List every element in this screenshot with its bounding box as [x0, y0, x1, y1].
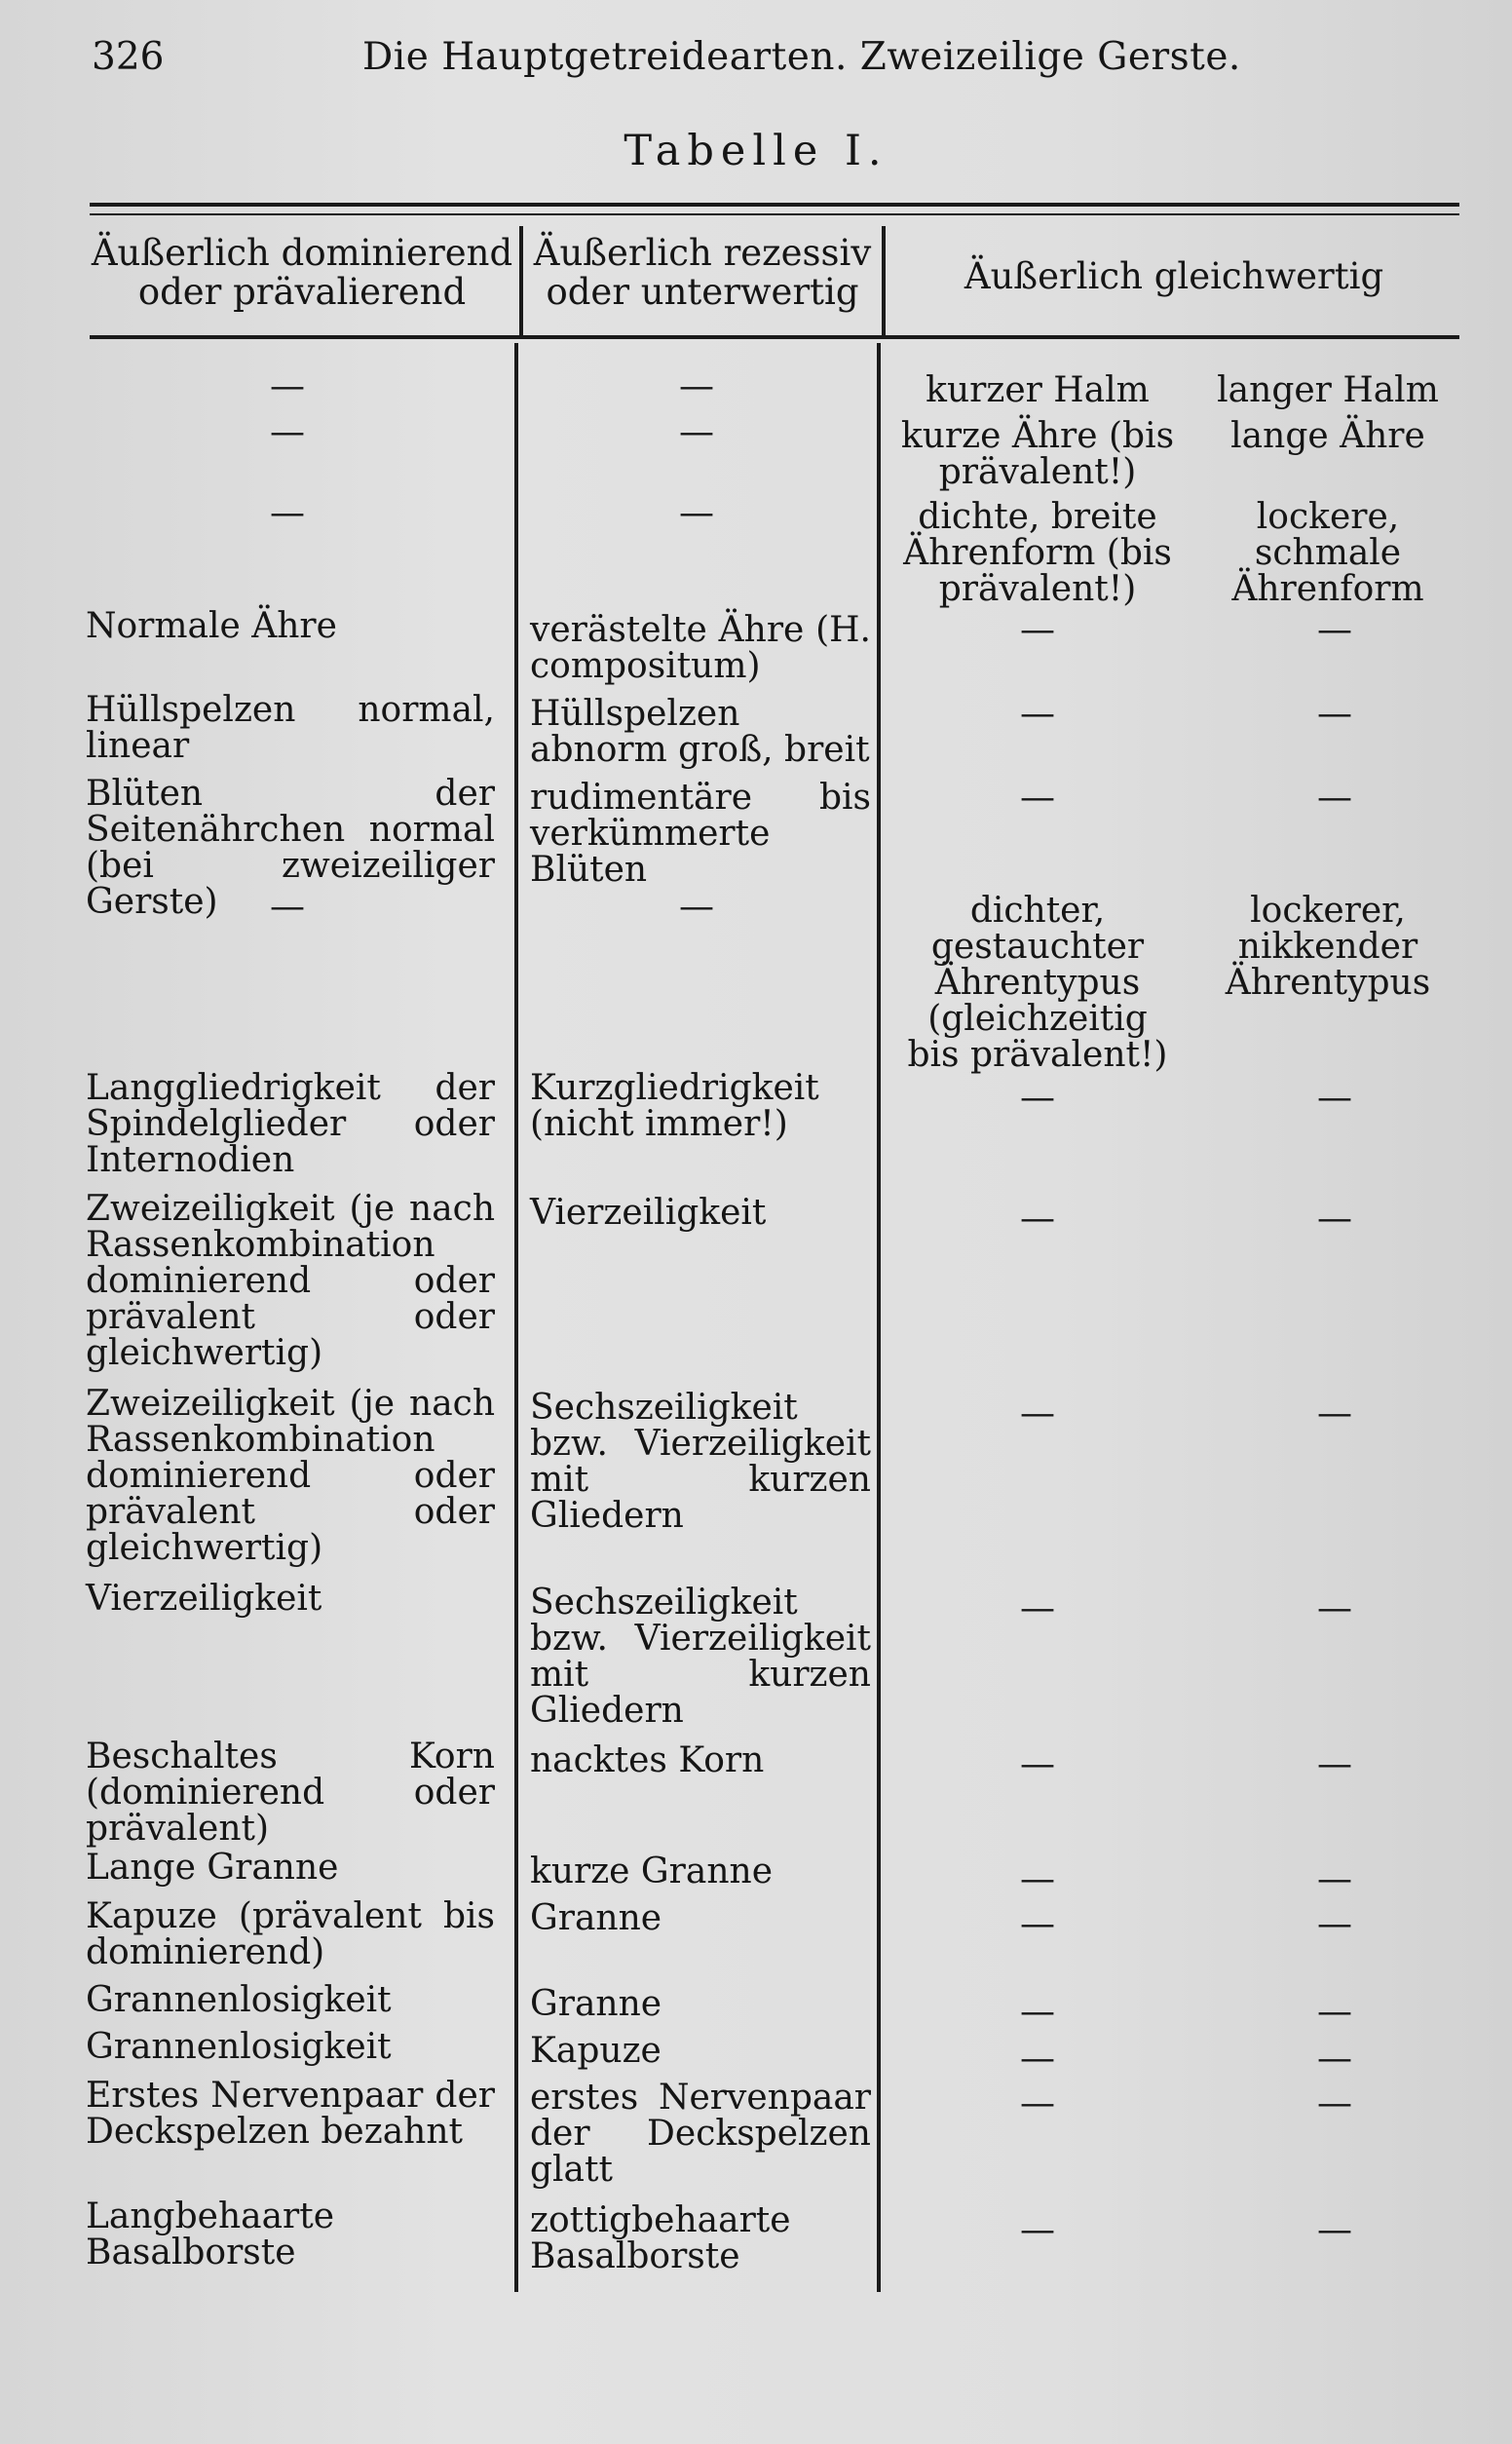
running-title: Die Hauptgetreidearten. Zweizeilige Gerste.: [362, 35, 1241, 79]
table-cell: Hüllspelzen abnorm groß, breit: [530, 694, 870, 770]
table-cell: —: [1317, 1588, 1352, 1628]
table-cell: nacktes Korn: [530, 1740, 765, 1780]
column-header-equal: Äußerlich gleichwertig: [964, 255, 1384, 297]
table-cell: Granne: [530, 1898, 662, 1938]
table-cell: —: [679, 412, 714, 452]
header-divider-1: [519, 226, 523, 335]
table-cell: Grannenlosigkeit: [86, 2027, 392, 2067]
table-cell: —: [1317, 694, 1352, 734]
table-cell: —: [1317, 778, 1352, 818]
table-cell: —: [679, 493, 714, 533]
column-header-recessive: Äußerlich rezessiv oder unterwertig: [533, 232, 872, 313]
table-cell: Sechszeiligkeit bzw. Vierzeiligkeit mit kurzen Gliedern: [530, 1388, 871, 1536]
table-cell: Hüllspelzen normal, linear: [86, 690, 495, 766]
table-cell: kurze Ähre (bis prävalent!): [900, 416, 1175, 492]
table-cell: —: [1317, 2083, 1352, 2123]
table-cell: —: [1020, 778, 1055, 818]
table-cell: rudimentäre bis verkümmerte Blüten: [530, 778, 871, 890]
table-cell: lockere, schmale Ährenform: [1231, 497, 1424, 609]
top-rule: [90, 203, 1459, 207]
table-cell: —: [1020, 1744, 1055, 1784]
table-cell: —: [1020, 1992, 1055, 2032]
table-title: Tabelle I.: [624, 127, 888, 175]
table-cell: Normale Ähre: [86, 606, 337, 646]
body-divider-1: [514, 343, 518, 2292]
table-cell: dichter, gestauchter Ährentypus (gleichzeitig bis prävalent!): [907, 891, 1168, 1075]
table-cell: —: [1317, 2210, 1352, 2250]
table-cell: Grannenlosigkeit: [86, 1980, 392, 2020]
table-cell: —: [1317, 610, 1352, 650]
header-divider-2: [882, 226, 886, 335]
table-cell: lockerer, nikkender Ährentypus: [1225, 891, 1431, 1003]
table-cell: —: [1020, 610, 1055, 650]
table-cell: Zweizeiligkeit (je nach Rassenkombination dominierend oder prävalent oder gleichwertig): [86, 1189, 495, 1373]
table-cell: —: [679, 366, 714, 406]
table-cell: kurzer Halm: [926, 370, 1150, 410]
table-cell: —: [1317, 1904, 1352, 1944]
table-cell: —: [1020, 2039, 1055, 2079]
table-cell: —: [1020, 1859, 1055, 1899]
table-cell: lange Ähre: [1230, 416, 1425, 456]
table-cell: verästelte Ähre (H. compositum): [530, 610, 871, 686]
table-cell: dichte, breite Ährenform (bis prävalent!): [903, 497, 1172, 609]
table-cell: —: [1020, 2083, 1055, 2123]
column-header-dominant: Äußerlich dominierend oder prävalierend: [91, 232, 513, 313]
body-divider-2: [877, 343, 881, 2292]
table-cell: Sechszeiligkeit bzw. Vierzeiligkeit mit kurzen Gliedern: [530, 1583, 871, 1731]
table-cell: —: [1317, 1859, 1352, 1899]
page-number: 326: [92, 35, 165, 79]
table-cell: —: [1317, 2039, 1352, 2079]
table-cell: erstes Nervenpaar der Deckspelzen glatt: [530, 2078, 871, 2190]
table-cell: —: [1317, 1078, 1352, 1118]
table-cell: Blüten der Seitenährchen normal (bei zweizeiliger Gerste): [86, 774, 495, 922]
page-header: [88, 35, 1452, 94]
table-cell: Kurzgliedrigkeit (nicht immer!): [530, 1068, 819, 1144]
table-cell: Vierzeiligkeit: [86, 1579, 322, 1619]
table-cell: —: [1020, 2210, 1055, 2250]
table-cell: —: [1020, 1588, 1055, 1628]
table-cell: Zweizeiligkeit (je nach Rassenkombination dominierend oder prävalent oder gleichwertig): [86, 1384, 495, 1568]
table-cell: Kapuze (prävalent bis dominierend): [86, 1896, 495, 1972]
table-cell: —: [1020, 1078, 1055, 1118]
table-cell: —: [1317, 1992, 1352, 2032]
table-cell: Erstes Nervenpaar der Deckspelzen bezahnt: [86, 2076, 495, 2152]
table-cell: Vierzeiligkeit: [530, 1193, 767, 1233]
table-cell: —: [1020, 694, 1055, 734]
table-cell: —: [1020, 1199, 1055, 1239]
table-cell: Lange Granne: [86, 1848, 339, 1888]
table-cell: —: [270, 493, 305, 533]
table-cell: —: [1317, 1199, 1352, 1239]
table-cell: Langbehaarte Basalborste: [86, 2196, 335, 2272]
table-cell: langer Halm: [1217, 370, 1439, 410]
table-cell: —: [270, 366, 305, 406]
table-cell: —: [1317, 1394, 1352, 1433]
table-cell: zottigbehaarte Basalborste: [530, 2200, 791, 2276]
table-cell: —: [1020, 1904, 1055, 1944]
table-cell: Langgliedrigkeit der Spindelglieder oder Internodien: [86, 1068, 495, 1180]
table-cell: —: [679, 887, 714, 927]
table-cell: —: [270, 412, 305, 452]
table-cell: —: [1317, 1744, 1352, 1784]
table-cell: kurze Granne: [530, 1852, 774, 1891]
header-bottom-rule: [90, 335, 1459, 339]
table-cell: —: [1020, 1394, 1055, 1433]
top-rule-thin: [90, 213, 1459, 215]
table-cell: Beschaltes Korn (dominierend oder prävalent): [86, 1737, 495, 1849]
table-cell: Kapuze: [530, 2031, 662, 2071]
table-cell: Granne: [530, 1984, 662, 2024]
table-cell: —: [270, 887, 305, 927]
